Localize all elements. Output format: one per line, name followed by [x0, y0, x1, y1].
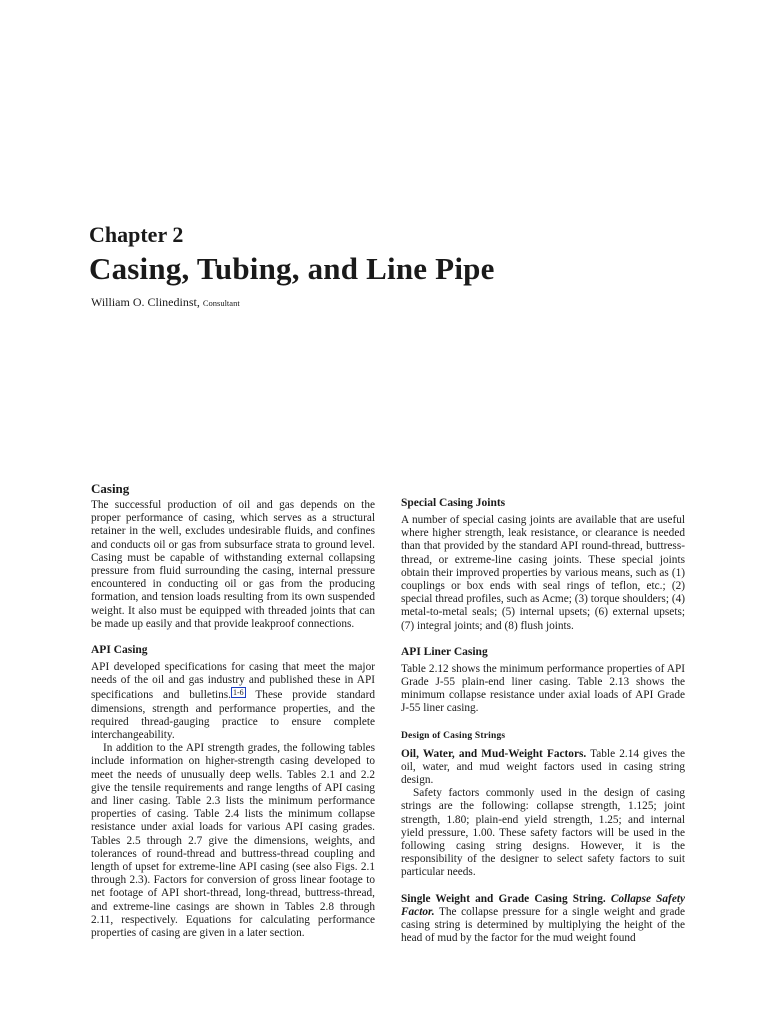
- paragraph-casing: The successful production of oil and gas depends on the proper performance of casing, which serves as a structural retainer in the well, excludes undesirable fluids, and confines and conducts oil or gas from subsurface strata to ground level. Casing must be capable of withstanding external collapsing pressure from fluid surrounding the casing, internal pressure encountered in conducting oil or gas from the producing formation, and tension loads resulting from its own suspended weight. It also must be equipped with threaded joints that can be made up easily and that provide leakproof connections.: [91, 499, 375, 630]
- api-text-part1: API developed specifications for casing that meet the major needs of the oil and gas industry and published these in API specifications and bulletins.: [91, 661, 375, 702]
- reference-link[interactable]: 1-6: [233, 688, 244, 698]
- chapter-title: Casing, Tubing, and Line Pipe: [89, 251, 495, 286]
- runin-heading-single-string: Single Weight and Grade Casing String.: [401, 892, 606, 905]
- section-heading-api-casing: API Casing: [91, 644, 148, 657]
- author-name: William O. Clinedinst,: [91, 295, 200, 309]
- section-heading-special-joints: Special Casing Joints: [401, 497, 506, 509]
- paragraph-special-joints: A number of special casing joints are available that are useful where higher strength, leak resistance, or clearance is needed than that provided by the standard API round-thread, buttress-thread, or extreme-line casing joints. These special joints obtain their improved properties by various means, such as (1) couplings or box ends with seal rings of teflon, etc.; (2) special thread profiles, such as Acme; (3) torque shoulders; (4) metal-to-metal seals; (5) internal upsets; (6) external upsets; (7) integral joints; and (8) flush joints.: [401, 514, 685, 632]
- right-column: [401, 497, 685, 945]
- paragraph-safety-factors: Safety factors commonly used in the design of casing strings are the following: collapse strength, 1.125; joint strength, 1.80; plain-end yield strength, 1.25; and internal yield pressure, 1.00. These safety factors will be used in the following casing string designs. However, it is the responsibility of the designer to select safety factors to suit particular needs.: [401, 787, 685, 879]
- chapter-label: Chapter 2: [89, 222, 184, 247]
- paragraph-api-casing: [91, 661, 375, 742]
- section-heading-liner-casing: API Liner Casing: [401, 645, 488, 658]
- left-column: [91, 481, 375, 940]
- author-line: [91, 295, 240, 310]
- paragraph-liner-casing: Table 2.12 shows the minimum performance properties of API Grade J-55 plain-end liner casing. Table 2.13 shows the minimum collapse resistance under axial loads of API Grade J-55 liner casing.: [401, 662, 685, 715]
- paragraph-api-grades: In addition to the API strength grades, the following tables include information on higher-strength casing developed to meet the needs of unusually deep wells. Tables 2.1 and 2.2 give the tensile requirements and range lengths of API casing and liner casing. Table 2.3 lists the minimum performance properties of casing. Table 2.4 lists the minimum collapse resistance under axial loads for various API casing grades. Tables 2.5 through 2.7 give the dimensions, weights, and tolerances of round-thread and buttress-thread coupling and length of upset for extreme-line API casing (see also Figs. 2.1 through 2.3). Factors for conversion of gross linear footage to net footage of API short-thread, long-thread, buttress-thread, and extreme-line casings are shown in Tables 2.8 through 2.11, respectively. Equations for calculating performance properties of casing are given in a later section.: [91, 742, 375, 940]
- runin-heading-collapse: Collapse Safety Factor.: [401, 892, 685, 918]
- runin-heading-factors: Oil, Water, and Mud-Weight Factors.: [401, 747, 587, 760]
- section-heading-design: Design of Casing Strings: [401, 730, 506, 741]
- paragraph-single-string: [401, 893, 685, 946]
- api-text-part2: These provide standard dimensions, strength and performance properties, and the required thread-gauging practice to ensure complete interchangeability.: [91, 689, 375, 742]
- author-affiliation: Consultant: [202, 298, 240, 308]
- paragraph-weight-factors: [401, 748, 685, 788]
- factors-text: Table 2.14 gives the oil, water, and mud weight factors used in casing string design.: [401, 747, 685, 787]
- section-heading-casing: Casing: [91, 481, 130, 496]
- single-string-text: The collapse pressure for a single weight and grade casing string is determined by multiplying the height of the head of mud by the factor for the mud weight found: [401, 905, 685, 945]
